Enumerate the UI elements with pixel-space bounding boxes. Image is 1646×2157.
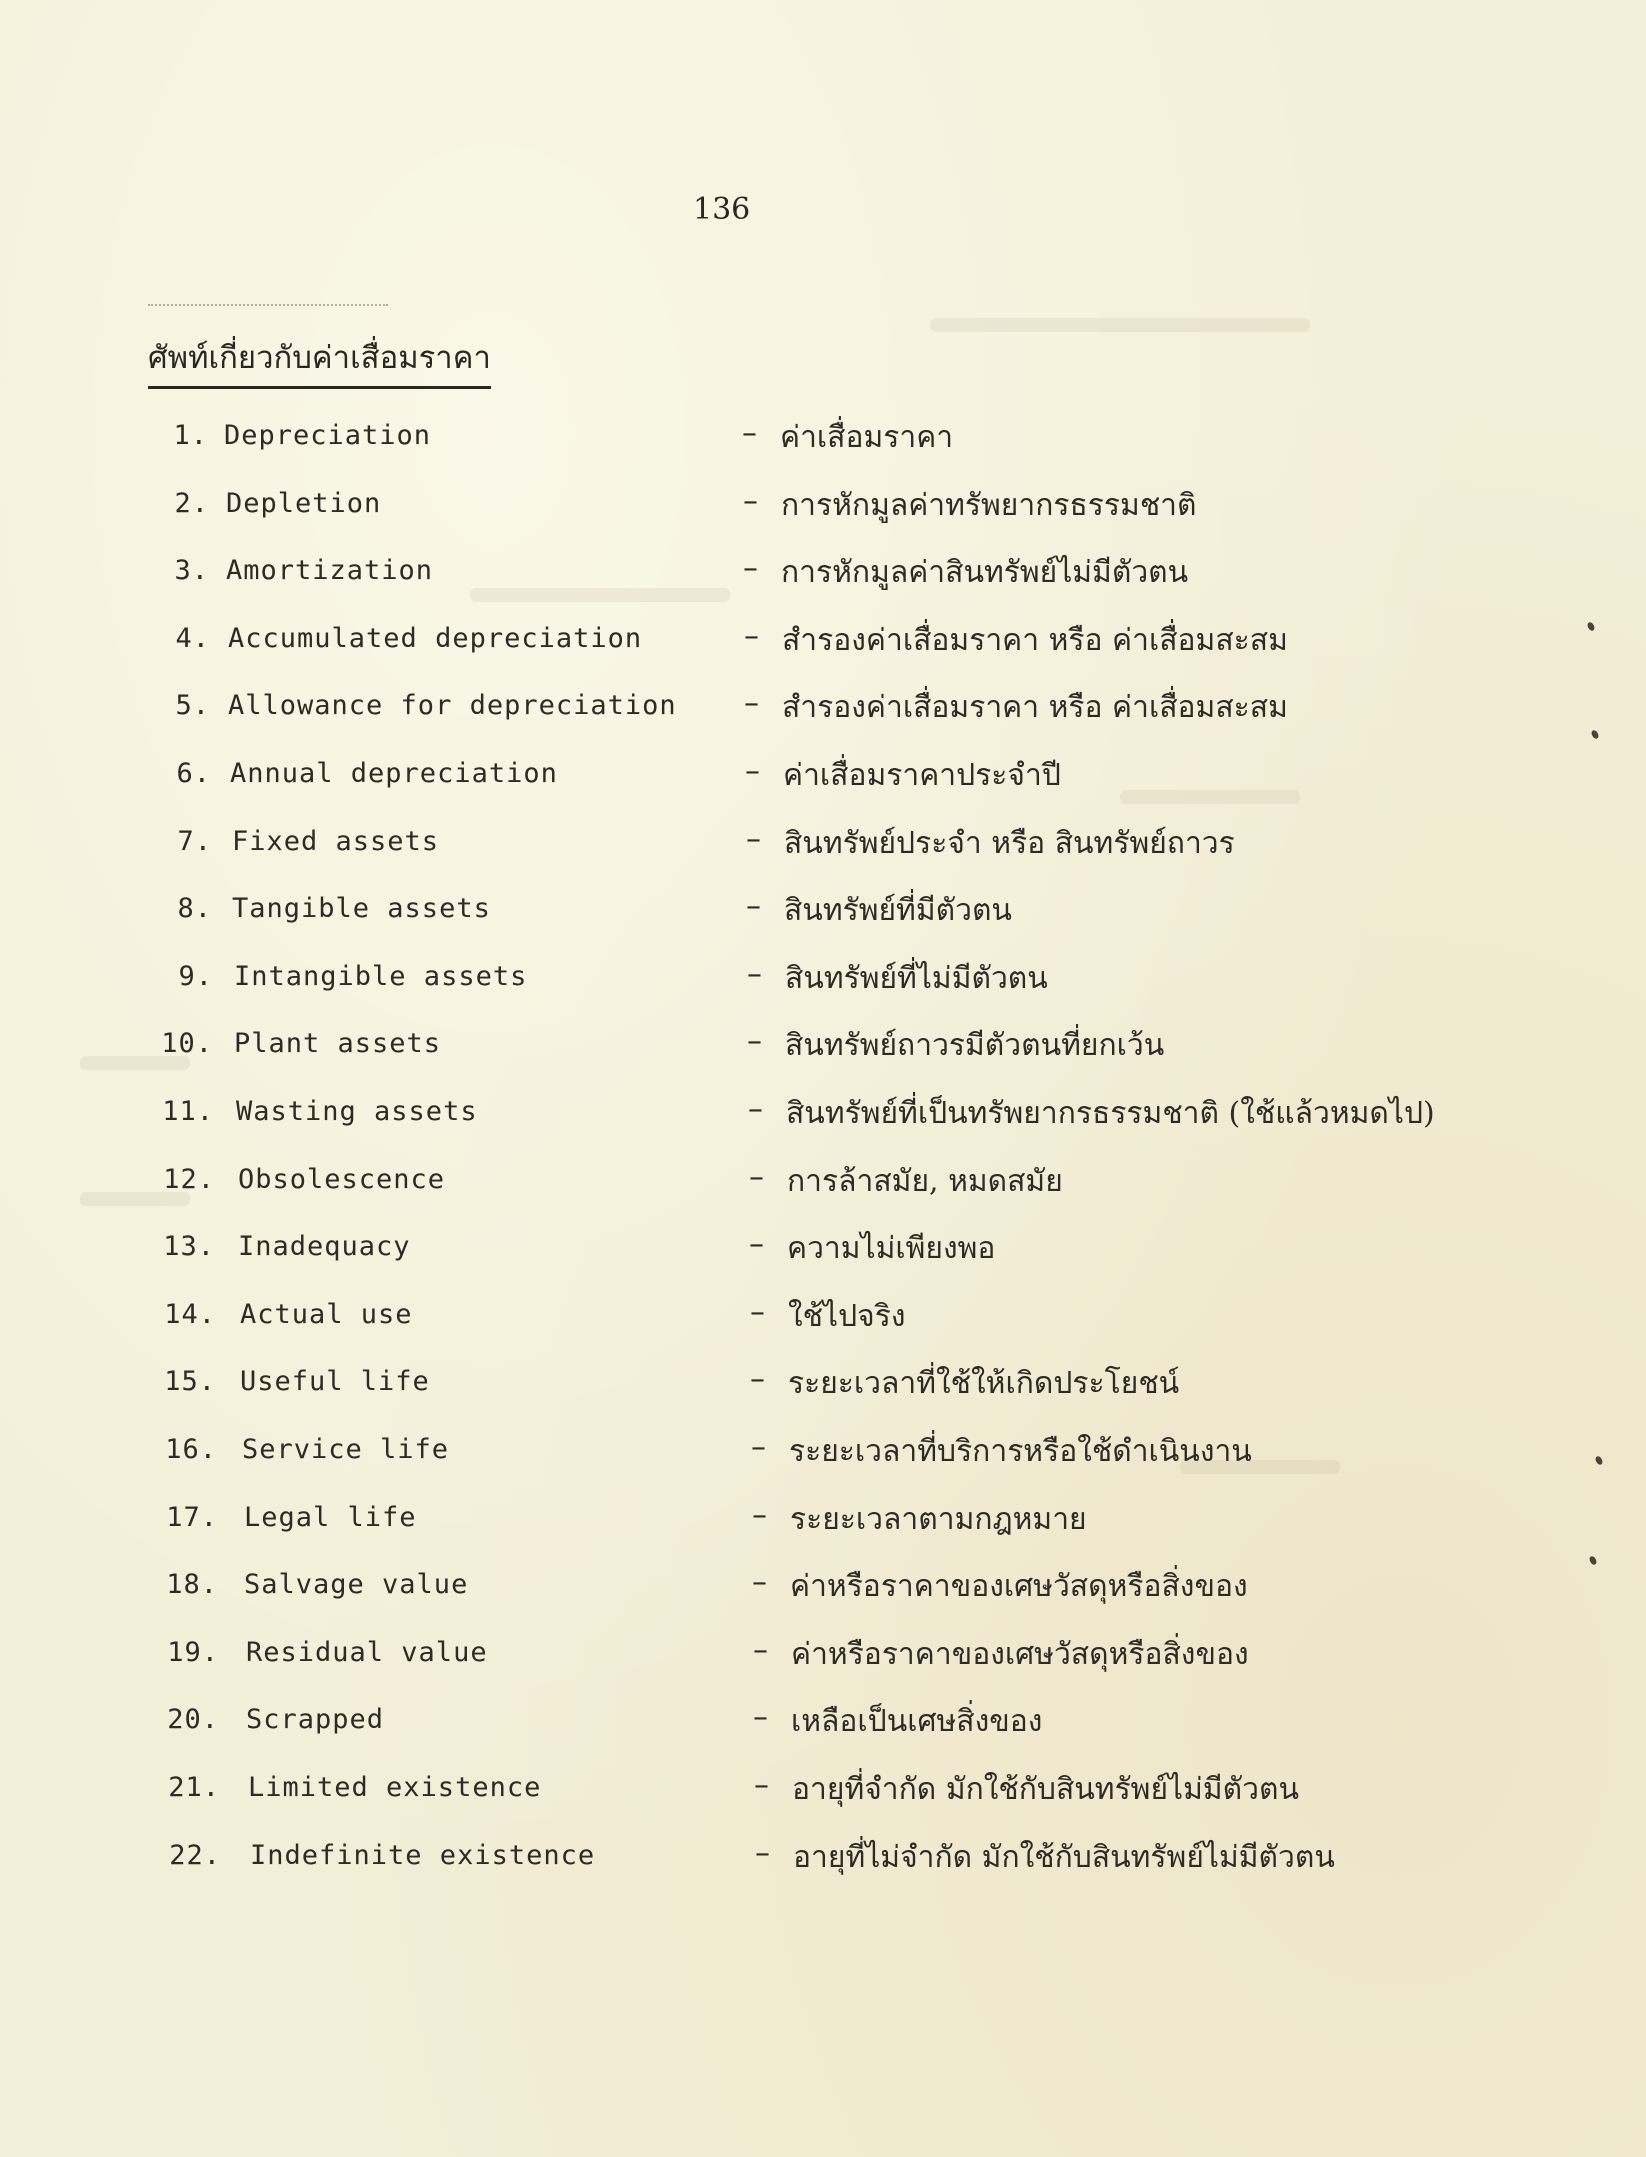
term-english: Wasting assets bbox=[236, 1096, 478, 1127]
term-number: 5. bbox=[175, 690, 210, 721]
term-dash: – bbox=[746, 822, 761, 857]
term-number: 8. bbox=[177, 893, 212, 924]
term-english: Useful life bbox=[240, 1366, 430, 1397]
term-english: Intangible assets bbox=[234, 961, 528, 992]
term-thai: การหักมูลค่าทรัพยากรธรรมชาติ bbox=[781, 488, 1197, 523]
term-dash: – bbox=[750, 1362, 765, 1397]
term-number: 13. bbox=[163, 1231, 215, 1262]
term-number: 19. bbox=[167, 1637, 219, 1668]
term-english: Inadequacy bbox=[238, 1231, 411, 1262]
term-thai: สินทรัพย์ที่เป็นทรัพยากรธรรมชาติ (ใช้แล้วหมดไป) bbox=[786, 1096, 1435, 1131]
term-english: Accumulated depreciation bbox=[228, 623, 643, 654]
glossary-item bbox=[0, 1565, 1646, 1619]
term-thai: อายุที่ไม่จำกัด มักใช้กับสินทรัพย์ไม่มีตัวตน bbox=[793, 1840, 1335, 1875]
term-english: Amortization bbox=[226, 555, 434, 586]
term-dash: – bbox=[754, 1768, 769, 1803]
term-dash: – bbox=[749, 1160, 764, 1195]
term-dash: – bbox=[755, 1836, 770, 1871]
term-dash: – bbox=[747, 957, 762, 992]
glossary-item bbox=[0, 1092, 1646, 1146]
term-thai: ระยะเวลาที่บริการหรือใช้ดำเนินงาน bbox=[789, 1434, 1252, 1469]
glossary-item bbox=[0, 484, 1646, 538]
term-english: Annual depreciation bbox=[230, 758, 558, 789]
glossary-item bbox=[0, 889, 1646, 943]
glossary-item bbox=[0, 1160, 1646, 1214]
term-dash: – bbox=[743, 551, 758, 586]
glossary-item bbox=[0, 1633, 1646, 1687]
term-thai: ค่าเสื่อมราคาประจำปี bbox=[783, 758, 1061, 793]
term-thai: การหักมูลค่าสินทรัพย์ไม่มีตัวตน bbox=[781, 555, 1189, 590]
page-number: 136 bbox=[693, 192, 751, 227]
glossary-item bbox=[0, 1362, 1646, 1416]
term-english: Indefinite existence bbox=[250, 1840, 596, 1871]
ink-speck bbox=[1588, 1555, 1598, 1566]
term-dash: – bbox=[752, 1498, 767, 1533]
term-number: 17. bbox=[166, 1502, 218, 1533]
glossary-item bbox=[0, 416, 1646, 470]
term-english: Allowance for depreciation bbox=[228, 690, 677, 721]
bleed-through-mark bbox=[930, 318, 1310, 332]
glossary-item bbox=[0, 822, 1646, 876]
term-thai: สินทรัพย์ที่ไม่มีตัวตน bbox=[785, 961, 1048, 996]
term-thai: อายุที่จำกัด มักใช้กับสินทรัพย์ไม่มีตัวตน bbox=[792, 1772, 1299, 1807]
term-english: Service life bbox=[242, 1434, 450, 1465]
term-dash: – bbox=[750, 1295, 765, 1330]
term-dash: – bbox=[744, 686, 759, 721]
term-english: Fixed assets bbox=[232, 826, 440, 857]
term-dash: – bbox=[746, 889, 761, 924]
term-dash: – bbox=[747, 1024, 762, 1059]
term-number: 9. bbox=[178, 961, 213, 992]
glossary-item bbox=[0, 1768, 1646, 1822]
term-thai: สินทรัพย์ประจำ หรือ สินทรัพย์ถาวร bbox=[784, 826, 1235, 861]
term-english: Salvage value bbox=[244, 1569, 469, 1600]
term-number: 6. bbox=[176, 758, 211, 789]
term-english: Residual value bbox=[246, 1637, 488, 1668]
term-dash: – bbox=[748, 1092, 763, 1127]
term-thai: ค่าหรือราคาของเศษวัสดุหรือสิ่งของ bbox=[790, 1569, 1248, 1604]
glossary-item bbox=[0, 1700, 1646, 1754]
term-thai: ค่าเสื่อมราคา bbox=[780, 420, 954, 455]
glossary-item bbox=[0, 1295, 1646, 1349]
term-thai: สำรองค่าเสื่อมราคา หรือ ค่าเสื่อมสะสม bbox=[782, 690, 1288, 725]
term-dash: – bbox=[752, 1565, 767, 1600]
term-thai: ระยะเวลาที่ใช้ให้เกิดประโยชน์ bbox=[788, 1366, 1180, 1401]
term-dash: – bbox=[749, 1227, 764, 1262]
glossary-item bbox=[0, 619, 1646, 673]
glossary-item bbox=[0, 1836, 1646, 1890]
glossary-item bbox=[0, 551, 1646, 605]
term-english: Actual use bbox=[240, 1299, 413, 1330]
term-number: 12. bbox=[163, 1164, 215, 1195]
term-number: 20. bbox=[167, 1704, 219, 1735]
term-number: 2. bbox=[174, 488, 209, 519]
term-number: 4. bbox=[175, 623, 210, 654]
term-thai: ใช้ไปจริง bbox=[788, 1299, 906, 1334]
term-english: Legal life bbox=[244, 1502, 417, 1533]
term-dash: – bbox=[751, 1430, 766, 1465]
term-number: 16. bbox=[165, 1434, 217, 1465]
term-number: 18. bbox=[166, 1569, 218, 1600]
term-thai: ระยะเวลาตามกฎหมาย bbox=[790, 1502, 1087, 1537]
term-thai: ความไม่เพียงพอ bbox=[787, 1231, 996, 1266]
heading-dotted-line bbox=[148, 304, 388, 306]
term-thai: สำรองค่าเสื่อมราคา หรือ ค่าเสื่อมสะสม bbox=[782, 623, 1288, 658]
term-dash: – bbox=[743, 484, 758, 519]
term-number: 11. bbox=[162, 1096, 214, 1127]
glossary-item bbox=[0, 957, 1646, 1011]
term-english: Plant assets bbox=[234, 1028, 442, 1059]
glossary-item bbox=[0, 1024, 1646, 1078]
term-number: 15. bbox=[164, 1366, 216, 1397]
term-number: 14. bbox=[164, 1299, 216, 1330]
term-dash: – bbox=[745, 754, 760, 789]
glossary-item bbox=[0, 1498, 1646, 1552]
term-dash: – bbox=[742, 416, 757, 451]
term-dash: – bbox=[753, 1700, 768, 1735]
glossary-item bbox=[0, 754, 1646, 808]
term-number: 21. bbox=[168, 1772, 220, 1803]
term-dash: – bbox=[753, 1633, 768, 1668]
term-number: 22. bbox=[169, 1840, 221, 1871]
term-english: Tangible assets bbox=[232, 893, 491, 924]
glossary-item bbox=[0, 686, 1646, 740]
term-english: Depreciation bbox=[224, 420, 432, 451]
term-thai: เหลือเป็นเศษสิ่งของ bbox=[791, 1704, 1043, 1739]
term-english: Scrapped bbox=[246, 1704, 385, 1735]
term-english: Obsolescence bbox=[238, 1164, 446, 1195]
term-thai: สินทรัพย์ที่มีตัวตน bbox=[784, 893, 1012, 928]
glossary-item bbox=[0, 1227, 1646, 1281]
term-number: 7. bbox=[177, 826, 212, 857]
section-heading: ศัพท์เกี่ยวกับค่าเสื่อมราคา bbox=[148, 332, 491, 389]
glossary-item bbox=[0, 1430, 1646, 1484]
term-number: 3. bbox=[174, 555, 209, 586]
term-thai: ค่าหรือราคาของเศษวัสดุหรือสิ่งของ bbox=[791, 1637, 1249, 1672]
term-english: Depletion bbox=[226, 488, 382, 519]
term-dash: – bbox=[744, 619, 759, 654]
term-english: Limited existence bbox=[248, 1772, 542, 1803]
term-thai: การล้าสมัย, หมดสมัย bbox=[787, 1164, 1063, 1199]
term-thai: สินทรัพย์ถาวรมีตัวตนที่ยกเว้น bbox=[785, 1028, 1165, 1063]
term-number: 1. bbox=[173, 420, 208, 451]
term-number: 10. bbox=[161, 1028, 213, 1059]
